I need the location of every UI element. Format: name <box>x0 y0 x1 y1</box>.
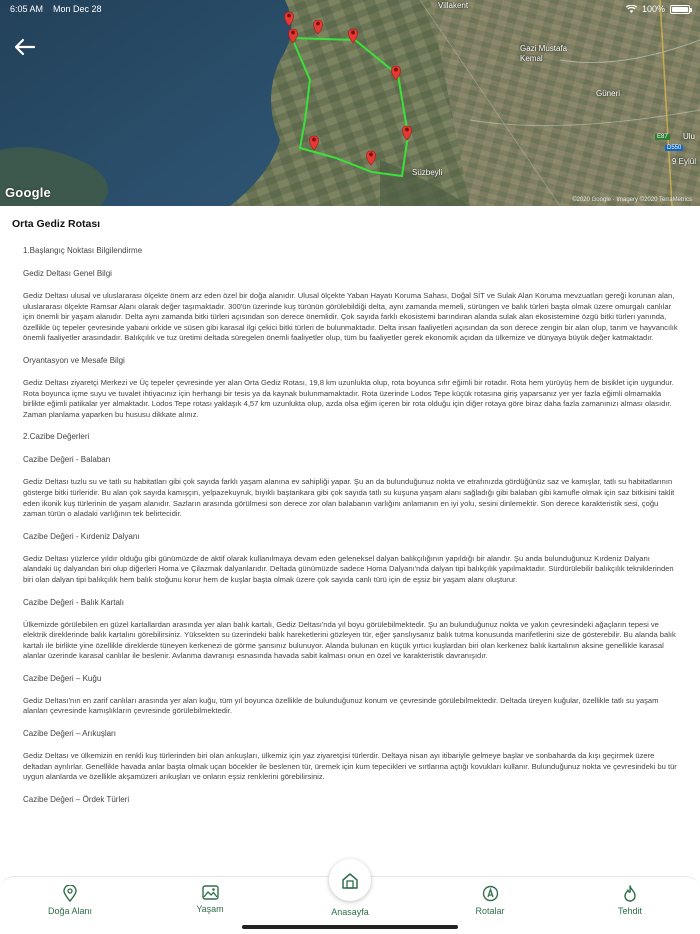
battery-icon <box>670 5 690 14</box>
tab-label: Tehdit <box>617 906 643 916</box>
map-pin-icon[interactable] <box>367 151 376 165</box>
section-paragraph: Gediz Deltası yüzlerce yıldır olduğu gibi günümüzde de aktif olarak kullanılmaya devam eden geleneksel dalyan balıkçılığının yapıldığı bir alandır. Şu anda bulunduğunuz Kırdeniz Dalyanı alandaki üç dalyandan biri olup diğerleri Homa ve Çilazmak dalyanlarıdır. Deltada günümüzde sadece Homa Dalyanı'nda dalyan tipi balıkçılık yapılmaktadır. Sürdürülebilir balıkçılık tekniklerinden biri olan dalyan tipi balıkçılık hem balık stoğunu korur hem de kuşlar başta olmak üzere çok sayıda canlı türü için de eşsiz bir yaşam alanı oluşturur. <box>23 553 674 584</box>
section-paragraph: Ülkemizde görülebilen en güzel kartallardan arasında yer alan balık kartalı, Gediz Deltası'nda yıl boyu görülebilmektedir. Şu an bulunduğunuz nokta ve yakın çevresindeki ağaçların tepesi ve elektrik direklerinde balık kartalını görebilirsiniz. Yüksekten su üzerindeki balık hareketlerini gözleyen tür, eğer şanslıysanız balık tutma konusunda marifetlerini size de gösterebilir. Bu alanda balık kartalı ile birlikte yine özellikle direklerde tüneyen kerkenezi de görme şansınız bulunuyor. Alanda bulunan en küçük yırtıcı kuşlardan biri olan kerkenez balık kartalının aksine genellikle karasal alanlar üzerinde karasal canlılar ile beslenir. Avlanma davranışı esnasında havada sabit kalması onun en özel ve karakteristik davranışıdır. <box>23 619 676 661</box>
section-paragraph: Gediz Deltası ve ülkemizin en renkli kuş türlerinden biri olan arıkuşları, ülkemiz için yaz ziyaretçisi türlerdir. Deltaya nisan ayı itibariyle gelmeye başlar ve sonbaharda da kışı geçirmek üzere deltadan ayrılırlar. Genellikle havada anlar başta olmak uçan böcekler ile beslenen tür, üremek için kum tepecikleri ve sırtlarına açtığı kovukları kullanır. Bulunduğunuz nokta ve çevresindeki bu tür uygun alanlarda ve özellikle akşamüzeri arıkuşları ve onların eşsiz renklerini görebilirsiniz. <box>23 751 677 782</box>
status-time: 6:05 AM <box>10 4 44 14</box>
back-button[interactable] <box>12 36 38 58</box>
road-badge: D550 <box>667 145 682 151</box>
wifi-icon <box>626 5 637 13</box>
home-button[interactable] <box>329 859 371 901</box>
route-detail-scroll[interactable] <box>0 206 700 876</box>
map-pin-icon[interactable] <box>403 126 412 140</box>
place-label: Ulu <box>683 132 696 141</box>
google-logo: Google <box>5 185 51 200</box>
section-heading: Oryantasyon ve Mesafe Bilgi <box>23 355 125 365</box>
section-heading: Cazibe Değeri – Arıkuşları <box>23 729 116 739</box>
tab-yasam[interactable] <box>170 885 250 914</box>
section-paragraph: Gediz Deltası tuzlu su ve tatlı su habitatları gibi çok sayıda farklı yaşam alanına ev sahipliği yapar. Şu an da bulunduğunuz nokta ve etrafınızda gördüğünüz saz ve kamışlar, tatlı su habitatlarının gösterge bitki türleridir. Bu alan çok sayıda kamışçın, yelpazekuyruk, bıyıklı baştankara gibi çok sayıda tatlı su kuşuna yaşam alanı sağladığı gibi balaban gibi kamufle olmak için saz bitkisini taklit eden ikonik kuş türlerinin de yaşam alanıdır. Sazların arasında görülmesi son derece zor olan balabanın varlığını anlamanın en iyi yolu, sesini dinlemektir. Son derece karakteristik sesi, çoğu zaman türün o aladaki varlığının tek belirtecidir. <box>23 477 675 519</box>
map-pin-icon[interactable] <box>289 29 298 43</box>
section-heading: 1.Başlangıç Noktası Bilgilendirme <box>23 246 143 255</box>
place-label: Süzbeyli <box>412 168 443 177</box>
tab-doga-alani[interactable] <box>30 885 110 916</box>
route-pins <box>0 0 700 206</box>
section-heading: Cazibe Değeri - Balaban <box>23 455 111 465</box>
tab-label: Yaşam <box>196 904 224 914</box>
place-label: Villakent <box>438 1 469 10</box>
status-date: Mon Dec 28 <box>53 4 102 14</box>
route-title: Orta Gediz Rotası <box>12 218 101 230</box>
tab-tehdit[interactable] <box>590 885 670 916</box>
tab-label: Doğa Alanı <box>47 906 93 916</box>
section-paragraph: Gediz Deltası ulusal ve uluslararası ölçekte önem arz eden özel bir doğa alanıdır. Ulusal ölçekte Yaban Hayatı Koruma Sahası, Doğal SİT ve Sulak Alan Koruma mevzuatları gereği korunan alan, uluslararası ölçekte Ramsar Alanı olarak değer taşımaktadır. 300'ün üzerinde kuş türünün görülebildiği delta, aynı zamanda memeli, sürüngen ve balık türleri başta olmak üzere omurgalı canlılar için önemli bir yaşam alanıdır. Delta aynı zamanda bitki türleri açısından son derece önemlidir. Çok sayıda farklı ekosistemi barındıran alanda sulak alan ekosistemine özgü bitki türleri yanında, özellikle üç tepeler çevresinde yabani orkide ve süsen gibi karasal ilgi çekici bitki türleri de bulunmaktadır. Delta insan faaliyetleri açısından da son derece zengin bir alan olup, tarım ve hayvancılık önemli faaliyetler arasındadır. Balıkçılık ve tuz üretimi deltada süregelen önemli faaliyetler olup, tüm bu faaliyetler gerek ekonomik açıdan da ülkemize ve dünyaya büyük değer katmaktadır. <box>23 291 678 343</box>
route-description <box>12 245 688 806</box>
section-heading: Cazibe Değeri - Balık Kartalı <box>23 597 124 607</box>
section-paragraph: Gediz Deltası ziyaretçi Merkezi ve Üç tepeler çevresinde yer alan Orta Gediz Rotası, 19,8 km uzunlukta olup, rota boyunca sıfır eğimli bir rotadır. Rota hem yürüyüş hem de bisiklet için uygundur. Rota boyunca içme suyu ve tuvalet ihtiyacınız için herhangi bir tesis ya da kaynak bulunmamaktadır. Rota üzerinde Lodos Tepe küçük rotasına giriş yaparsanız yer yer fazla eğimli olmamakla birlikte eğimli patikalar yer almaktadır. Lodos Tepe rotası yaklaşık 4,57 km uzunlukta olup, azda olsa eğim içeren bir rota olduğu için diğer rotaya göre biraz daha fazla zamanınızı alması olasıdır. Zaman planlama yaparken bu hususu dikkate alınız. <box>23 377 674 419</box>
section-heading: Cazibe Değeri – Ördek Türleri <box>23 794 130 804</box>
section-paragraph: Gediz Deltası'nın en zarif canlıları arasında yer alan kuğu, tüm yıl boyunca özellikle de bulunduğunuz konum ve çevresinde görülebilmektedir. Deltada üreyen kuğular, özellikle tatlı su yaşam alanları çevresinde kamışlıkların çevresinde görülebilmektedir. <box>23 695 659 716</box>
map-pin-icon[interactable] <box>349 29 358 43</box>
tab-anasayfa[interactable] <box>310 903 390 917</box>
section-heading: Cazibe Değeri – Kuğu <box>23 673 102 683</box>
section-heading: 2.Cazibe Değerleri <box>23 432 90 442</box>
section-heading: Cazibe Değeri - Kırdeniz Dalyanı <box>23 531 140 541</box>
route-map[interactable] <box>0 0 700 206</box>
section-heading: Gediz Deltası Genel Bilgi <box>23 269 112 278</box>
home-icon <box>341 872 359 889</box>
place-label: Güneri <box>596 89 621 98</box>
tab-label: Rotalar <box>475 906 505 916</box>
place-label: 9 Eylül <box>672 157 697 166</box>
tab-rotalar[interactable] <box>450 885 530 916</box>
flame-icon <box>623 885 637 902</box>
status-bar <box>0 0 700 18</box>
map-pin-icon[interactable] <box>314 20 323 34</box>
place-label: Gazi Mustafa Kemal <box>520 44 568 63</box>
home-indicator <box>242 925 458 929</box>
map-pin-icon[interactable] <box>392 66 401 80</box>
road-badge: E87 <box>657 134 668 140</box>
location-pin-icon <box>62 885 78 902</box>
battery-percent: 100% <box>641 4 665 14</box>
arrow-left-icon <box>12 36 38 58</box>
compass-icon <box>482 885 499 902</box>
tab-label: Anasayfa <box>331 907 369 917</box>
image-icon <box>202 885 219 900</box>
map-attribution: ©2020 Google · Imagery ©2020 TerraMetrics <box>572 197 692 203</box>
map-pin-icon[interactable] <box>310 136 319 150</box>
